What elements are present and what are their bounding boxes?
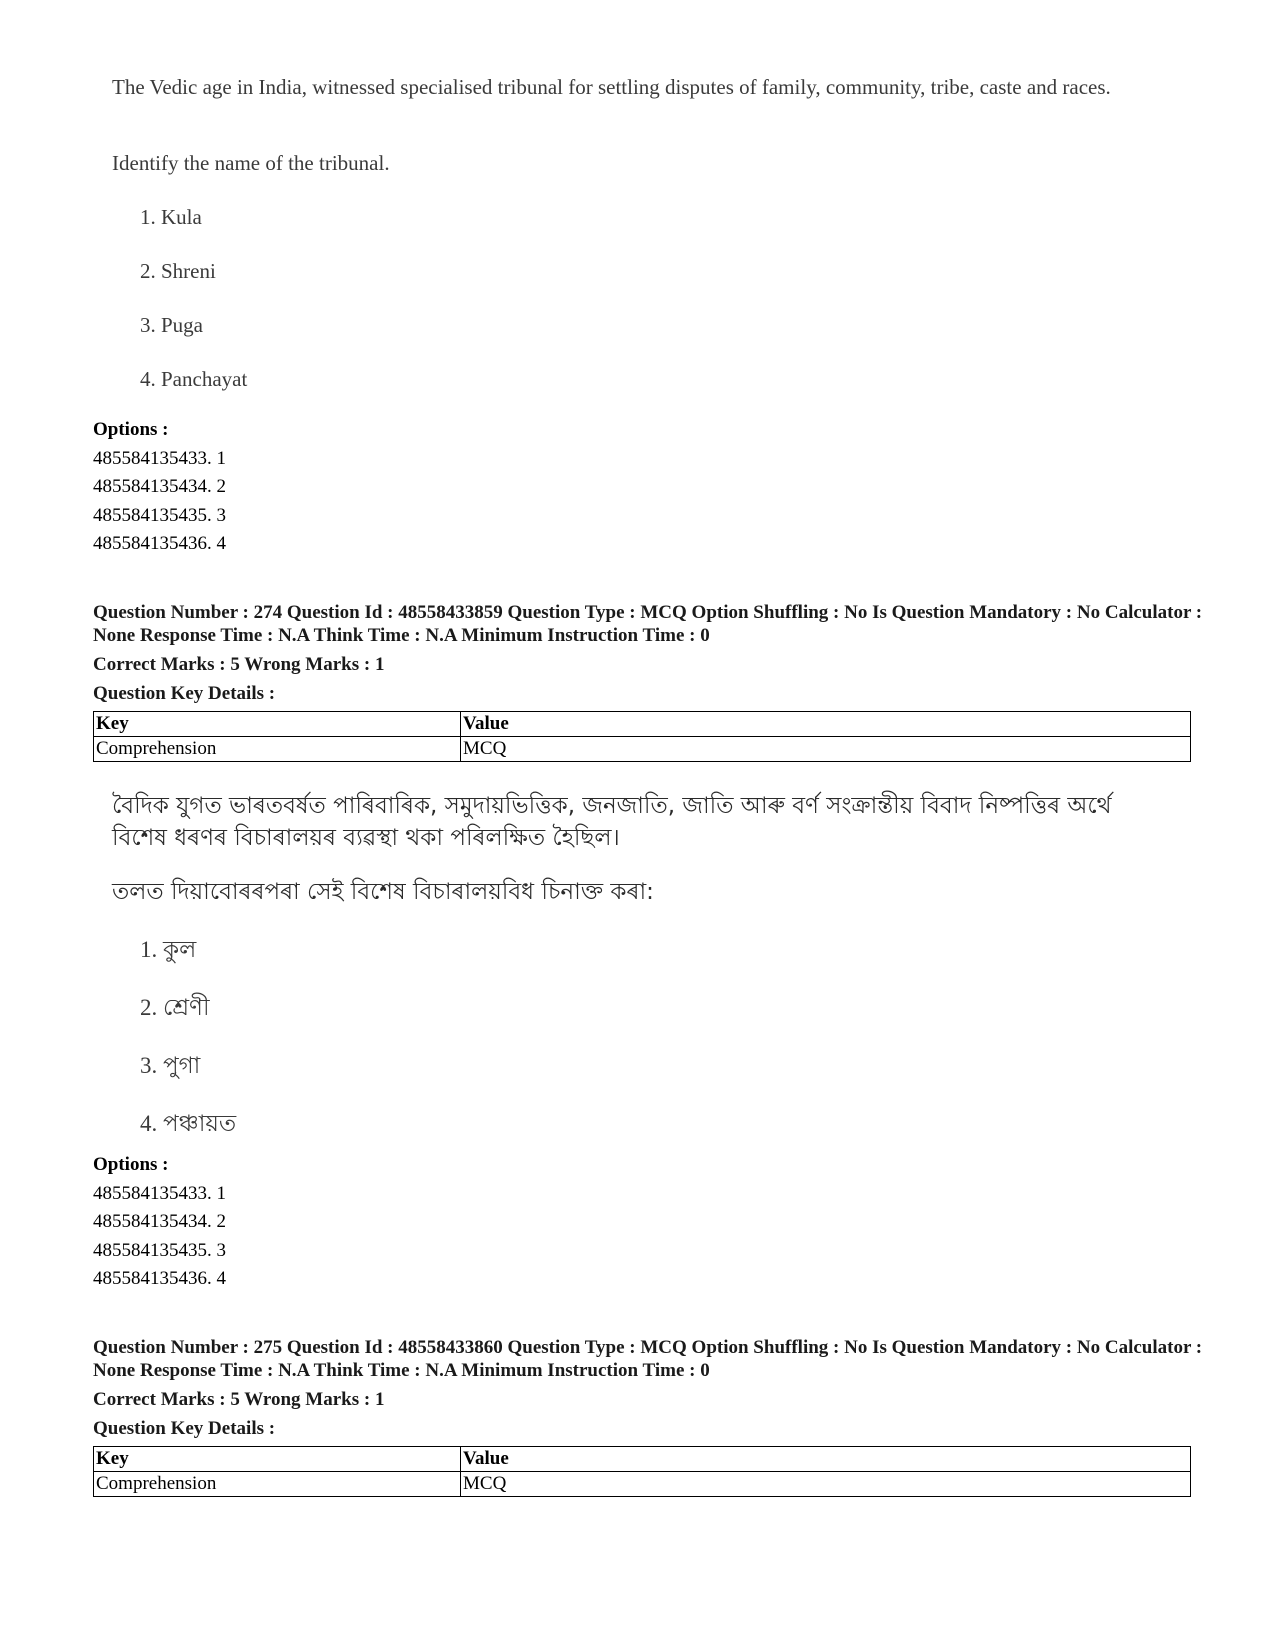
- marks-line: Correct Marks : 5 Wrong Marks : 1: [93, 1389, 385, 1410]
- option-item: 485584135436. 4: [93, 533, 226, 554]
- table-row: [94, 1472, 1191, 1497]
- option-item: 485584135434. 2: [93, 476, 226, 497]
- question-text-as: বৈদিক যুগত ভাৰতবৰ্ষত পাৰিবাৰিক, সমুদায়ভিত্তিক, জনজাতি, জাতি আৰু বৰ্ণ সংক্ৰান্তীয় বিবাদ নিষ্পত্তিৰ অৰ্থে বিশেষ ধৰণৰ বিচাৰালয়ৰ ব্যৱস্থা থকা পৰিলক্ষিত হৈছিল।: [112, 793, 1112, 851]
- question-meta: Question Number : 275 Question Id : 48558433860 Question Type : MCQ Option Shuffling : No Is Question Mandatory : No Calculator : None Response Time : N.A Think Time : N.A Minimum Instruction Time : 0: [93, 1337, 1203, 1381]
- choice-item: 3. Puga: [140, 313, 203, 337]
- table-header-row: [94, 1447, 1191, 1472]
- table-header-key: Key: [94, 712, 461, 737]
- question-text-en: The Vedic age in India, witnessed specialised tribunal for settling disputes of family, community, tribe, caste and races.: [112, 75, 1111, 99]
- options-block: [93, 416, 226, 559]
- table-header-row: [94, 712, 1191, 737]
- choice-item: 1. কুল: [140, 937, 197, 962]
- choice-item: 3. পুগা: [140, 1053, 201, 1078]
- question-prompt-en: Identify the name of the tribunal.: [112, 151, 390, 175]
- choice-list-as: [140, 936, 236, 1168]
- key-details-table: [93, 1446, 1191, 1497]
- option-item: 485584135434. 2: [93, 1211, 226, 1232]
- options-block: [93, 1151, 226, 1294]
- choice-item: 1. Kula: [140, 205, 202, 229]
- table-header-value: Value: [461, 1447, 1191, 1472]
- table-cell-value: MCQ: [461, 737, 1191, 762]
- option-item: 485584135433. 1: [93, 447, 226, 469]
- table-header-key: Key: [94, 1447, 461, 1472]
- choice-item: 4. Panchayat: [140, 367, 248, 391]
- table-row: [94, 737, 1191, 762]
- options-label: Options :: [93, 419, 169, 440]
- options-label: Options :: [93, 1154, 169, 1175]
- key-details-label: Question Key Details :: [93, 683, 276, 704]
- option-item: 485584135433. 1: [93, 1182, 226, 1204]
- option-item: 485584135435. 3: [93, 1239, 226, 1261]
- table-header-value: Value: [461, 712, 1191, 737]
- marks-line: Correct Marks : 5 Wrong Marks : 1: [93, 654, 385, 675]
- table-cell-key: Comprehension: [94, 1472, 461, 1497]
- table-cell-value: MCQ: [461, 1472, 1191, 1497]
- key-details-label: Question Key Details :: [93, 1418, 276, 1439]
- choice-list-en: [140, 204, 247, 420]
- choice-item: 2. Shreni: [140, 259, 216, 283]
- choice-item: 4. পঞ্চায়ত: [140, 1111, 237, 1136]
- table-cell-key: Comprehension: [94, 737, 461, 762]
- key-details-table: [93, 711, 1191, 762]
- option-item: 485584135435. 3: [93, 504, 226, 526]
- choice-item: 2. শ্ৰেণী: [140, 995, 210, 1020]
- question-prompt-as: তলত দিয়াবোৰৰপৰা সেই বিশেষ বিচাৰালয়বিধ চিনাক্ত কৰা:: [112, 879, 654, 905]
- option-item: 485584135436. 4: [93, 1268, 226, 1289]
- question-meta: Question Number : 274 Question Id : 48558433859 Question Type : MCQ Option Shuffling : No Is Question Mandatory : No Calculator : None Response Time : N.A Think Time : N.A Minimum Instruction Time : 0: [93, 602, 1203, 646]
